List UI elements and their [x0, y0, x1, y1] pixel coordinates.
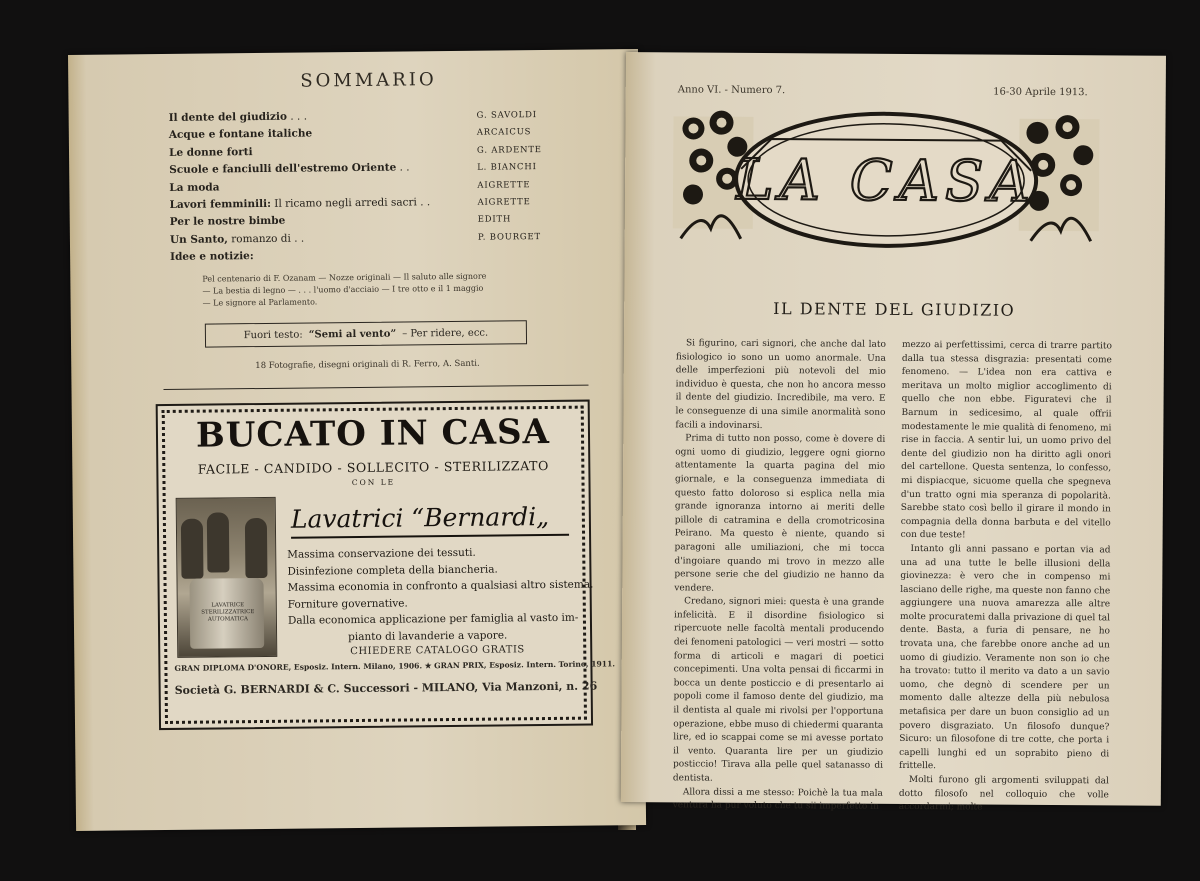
fuori-testo-prefix: Fuori testo: — [243, 329, 303, 341]
article-column-1 — [673, 337, 886, 814]
ad-catalog: CHIEDERE CATALOGO GRATIS — [350, 644, 525, 658]
ad-brand: Lavatrici “Bernardi„ — [290, 501, 550, 534]
toc-entry-title — [170, 215, 286, 228]
fuori-testo-suffix: – Per ridere, ecc. — [402, 327, 489, 340]
fuori-testo-title: “Semi al vento” — [308, 328, 397, 340]
sommario-title: SOMMARIO — [300, 69, 437, 92]
ideas-list — [202, 270, 532, 309]
toc-leader-dots: . . — [290, 232, 305, 245]
figure-woman — [245, 518, 268, 578]
toc-entry-author: G. SAVOLDI — [476, 110, 537, 121]
ad-photo — [176, 497, 278, 658]
toc-entry-title — [169, 111, 307, 124]
toc-title-text: Un Santo, — [169, 233, 228, 246]
paragraph: Credano, signori miei: questa è una grande infelicità. E il disordine fisiologico si ripercuote nelle facoltà mentali producendo dei fenomeni patologici — veri mostri — sotto forma di articoli e magari di poetici concepimenti. Una volta pensai di ficcarmi in bocca un dente posticcio e di presentarlo ai popoli come il famoso dente del giudizio, ma il dentista al quale mi rivolsi per l'opportuna operazione, ebbe muso di chiedermi quaranta lire, ed io scappai come se mi avesse portato il vento. Quaranta lire per un giudizio posticcio! Tirava alla pelle quel satanasso di dentista. — [672, 596, 885, 784]
figure-woman — [207, 512, 230, 572]
ad-features — [287, 544, 594, 646]
masthead-logo — [671, 98, 1102, 251]
toc-entry-author: AIGRETTE — [477, 197, 531, 208]
toc-leader-dots: . . — [396, 161, 410, 174]
ad-company: Società G. BERNARDI & C. Successori - MILANO, Via Manzoni, n. 26 — [174, 679, 598, 697]
paragraph: Allora dissi a me stesso: Poichè la tua mala ventura ha pur voluto che tu sii imperfetto in — [672, 787, 883, 812]
toc-entry-title — [170, 250, 254, 263]
toc-entry-author: P. BOURGET — [477, 231, 541, 243]
divider — [164, 385, 589, 390]
issue-date: 16-30 Aprile 1913. — [993, 86, 1088, 99]
advertisement — [156, 400, 616, 731]
right-page — [621, 52, 1166, 813]
toc-leader-dots: . . . — [286, 110, 308, 123]
paragraph: Intanto gli anni passano e portan via ad una ad una tutte le belle illusioni della giovinezza: è vero che in compenso mi lasciano delle righe, ma queste non fanno che aggiungere una nuova amarezza alle altre molte procuratemi dalla privazione di quel tal dente. Basta, a furia di pensare, ne ho trovata una, che farebbe onore anche ad un uomo di giudizio. Veramente non son io che ha trovato: tutto il merito va dato a un savio uomo, che degnò di scendere per un momento dalle altezze della più nebulosa metafisica per dare un buon consiglio ad un povero disgraziato. Un filosofo dunque? Sicuro: un filosofone di tre cotte, che porta i capelli lunghi ed un soprabito pieno di frittelle. — [898, 543, 1111, 772]
ad-feature: Massima conservazione dei tessuti. — [287, 546, 476, 561]
toc-title-text: La moda — [169, 180, 220, 194]
toc-entry-author: G. ARDENTE — [476, 144, 542, 156]
ad-title: BUCATO IN CASA — [195, 411, 551, 456]
tub-label: LAVATRICE STERILIZZATRICE AUTOMATICA — [201, 602, 255, 623]
ad-awards: GRAN DIPLOMA D'ONORE, Esposiz. Intern. Milano, 1906. ★ GRAN PRIX, Esposiz. Intern. Torino, 1911. — [174, 659, 616, 673]
toc-leader-dots: . . — [416, 196, 431, 209]
toc-entry — [170, 247, 570, 269]
photo-credits: 18 Fotografie, disegni originali di R. Ferro, A. Santi. — [255, 358, 480, 372]
toc-entry-title — [169, 146, 253, 159]
figure-woman — [181, 519, 204, 579]
ideas-line: — La bestia di legno — . . . l'uomo d'acciaio — I tre otto e il 1 maggio — [202, 283, 484, 296]
toc-entry-author: AIGRETTE — [477, 179, 531, 191]
paragraph: Prima di tutto non posso, come è dovere di ogni uomo di giudizio, leggere ogni giorno attentamente la quarta pagina del mio giornale, e la conseguenza immediata di questo fatto doloroso si esplica nella mia grande ignoranza intorno ai meriti delle pillole di catramina e della cromotricosina Peirano. Ma questo è niente, quando si paragoni alle umiliazioni, che mi tocca d'ingoiare quando mi trovo in mezzo alle persone serie che del giudizio ne hanno da vendere. — [674, 433, 886, 594]
toc-entry-author: ARCAICUS — [476, 127, 532, 139]
paragraph: mezzo ai perfettissimi, cerca di trarre partito dalla tua stessa disgrazia: presentati come fenomeno. — L'idea non era cattiva e meritava un molto miglior accoglimento di quello che non ebbe. Figuratevi che il Barnum in sedicesimo, al quale offrii modestamente le mie qualità di fenomeno, mi rise in faccia. A sentir lui, un uomo privo del dente del giudizio non ha diritto agli onori del cartellone. Questa sentenza, lo confesso, mi dispiacque, sicuome quella che spegneva d'un tratto ogni mia speranza di popolarità. Sarebbe stato così bello il girare il mondo in compagnia della donna barbuta e del vitello con due teste! — [900, 339, 1112, 541]
issue-number: Anno VI. - Numero 7. — [677, 84, 786, 97]
toc-entry-title — [170, 196, 431, 211]
toc-entry-title — [170, 232, 304, 245]
ad-feature: Massima economia in confronto a qualsiasi altro sistema. — [287, 578, 594, 594]
toc-entry-author — [478, 256, 570, 257]
ad-feature: Disinfezione completa della biancheria. — [287, 563, 498, 578]
ad-subtitle: FACILE - CANDIDO - SOLLECITO - STERILIZZATO — [197, 457, 549, 477]
toc-entry-title — [169, 128, 312, 141]
article-title: IL DENTE DEL GIUDIZIO — [773, 299, 1016, 320]
toc-entry-title — [169, 162, 410, 177]
masthead-text: LA CASA — [736, 147, 1037, 215]
table-of-contents — [169, 108, 571, 269]
article-column-2 — [899, 339, 1112, 816]
ad-feature: pianto di lavanderie a vapore. — [348, 628, 508, 643]
toc-title-text: Le donne forti — [168, 145, 253, 159]
ideas-line: Pel centenario di F. Ozanam — Nozze originali — Il saluto alle signore — [202, 271, 487, 284]
ad-feature: Dalla economica applicazione per famiglia al vasto im- — [287, 611, 579, 627]
paragraph: Molti furono gli argomenti sviluppati dal dotto filosofo nel colloquio che volle accordarmi; molte — [898, 774, 1109, 813]
fuori-testo-box — [205, 320, 527, 347]
left-page — [68, 49, 646, 831]
toc-title-text: Per le nostre bimbe — [169, 215, 286, 229]
toc-entry-author: EDITH — [477, 214, 512, 226]
toc-title-extra: romanzo di — [227, 232, 291, 246]
toc-title-extra: Il ricamo negli arredi sacri — [270, 196, 417, 210]
toc-entry-title — [169, 181, 219, 194]
ad-feature: Forniture governative. — [287, 596, 408, 611]
paragraph: Si figurino, cari signori, che anche dal lato fisiologico io sono un uomo anormale. Una delle imperfezioni più notevoli del mio individuo è questa, che non ho ancora messo il dente del giudizio. Incredibile, ma vero. E le conseguenze di una simile anormalità sono facili a indovinarsi. — [675, 338, 886, 431]
toc-title-text: Scuole e fanciulli dell'estremo Oriente — [169, 161, 397, 177]
toc-title-text: Acque e fontane italiche — [168, 127, 313, 142]
toc-title-text: Idee e notizie: — [170, 250, 254, 264]
toc-title-text: Il dente del giudizio — [168, 110, 288, 124]
toc-entry-author: L. BIANCHI — [477, 162, 537, 173]
ideas-line: — Le signore al Parlamento. — [202, 297, 318, 308]
issue-info — [678, 84, 1088, 98]
toc-title-text: Lavori femminili: — [169, 197, 271, 211]
ad-con-le: CON LE — [351, 477, 396, 488]
